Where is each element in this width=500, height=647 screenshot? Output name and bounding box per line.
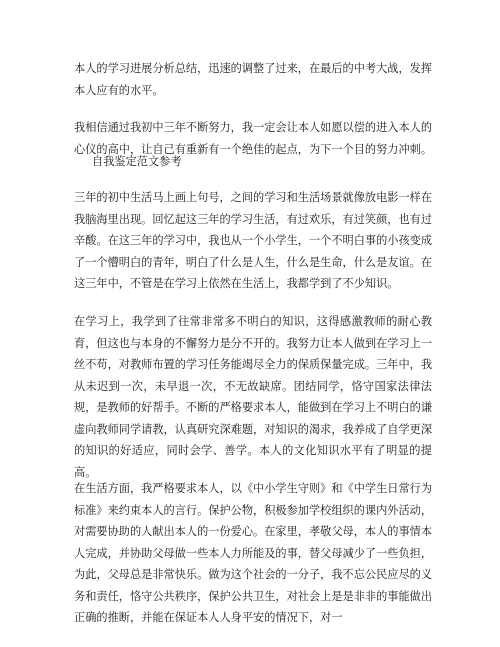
paragraph-belief: 我相信通过我初中三年不断努力，我一定会让本人如愿以偿的进入本人的心仪的高中，让自己有重新有一个绝佳的起点，为下一个目的努力冲刺。 bbox=[74, 121, 433, 156]
paragraph-study: 在学习上，我学到了往常非常多不明白的知识，这得感激教师的耐心教育，但这也与本身的不懈努力是分不开的。我努力让本人做到在学习上一丝不苟，对教师布置的学习任务能竭尽全力的保质保量完成。三年中，我从未迟到一次，未早退一次，不无故缺席。团结同学，恪守国家法律法规，是教师的好帮手。不断的严格要求本人，能做到在学习上不明白的谦虚向教师同学请教，认真研究深难题，对知识的渴求，我养成了自学更深的知识的好适应，同时会学、善学。本人的文化知识水平有了明显的提高。 bbox=[74, 315, 433, 479]
paragraph-life: 在生活方面，我严格要求本人，以《中小学生守则》和《中学生日常行为标准》来约束本人的言行。保护公物，积极参加学校组织的课内外活动，对需要协助的人献出本人的一份爱心。在家里，孝敬父母，本人的事情本人完成，并协助父母做一些本人力所能及的事，替父母减少了一些负担，为此，父母总是非常快乐。做为这个社会的一分子，我不忘公民应尽的义务和责任，恪守公共秩序，保护公共卫生，对社会上是是非非的事能做出正确的推断，并能在保证本人人身平安的情况下，对一 bbox=[74, 482, 433, 624]
paragraph-three-years: 三年的初中生活马上画上句号，之间的学习和生活场景就像放电影一样在我脑海里出现。回忆起这三年的学习生活，有过欢乐，有过笑颜，也有过辛酸。在这三年的学习中，我也从一个小学生，一个不明白事的小孩变成了一个懵明白的青年，明白了什么是人生，什么是生命，什么是友谊。在这三年中，不管是在学习上依然在生活上，我都学到了不少知识。 bbox=[74, 191, 433, 290]
paragraph-study-analysis: 本人的学习进展分析总结，迅速的调整了过来，在最后的中考大战，发挥本人应有的水平。 bbox=[74, 62, 433, 97]
section-heading: 自我鉴定范文参考 bbox=[92, 155, 182, 168]
